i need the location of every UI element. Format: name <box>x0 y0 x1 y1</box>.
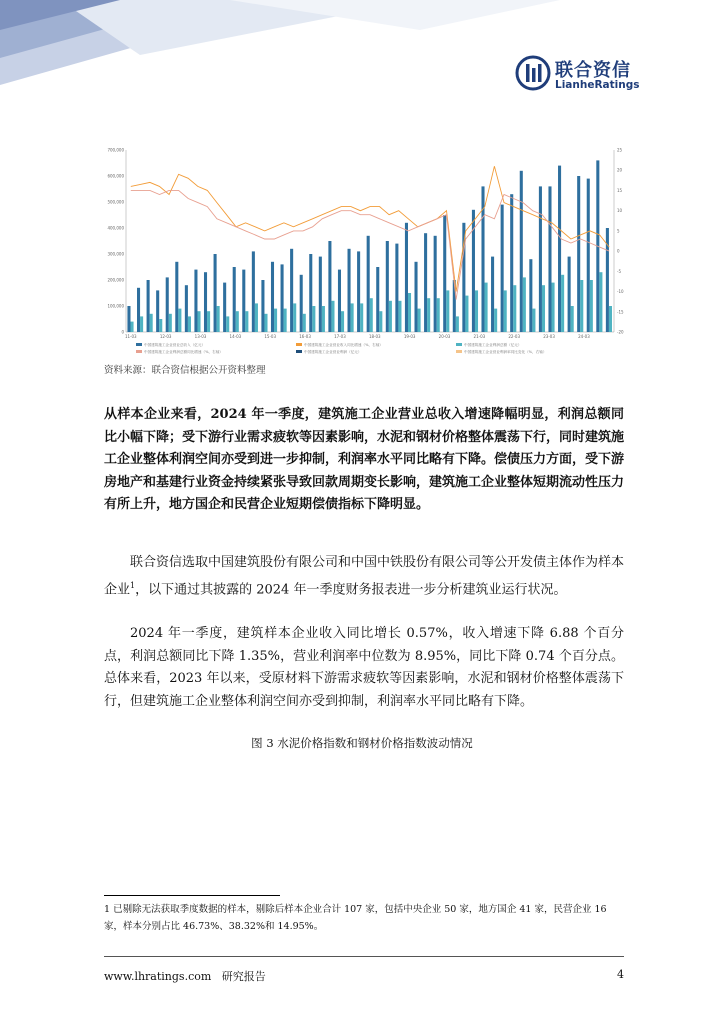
bar-profit <box>523 277 526 332</box>
bar-revenue <box>194 270 197 332</box>
legend-label: 中国建筑施工企业利润总额同比增速（%，右轴） <box>144 350 223 354</box>
x-tick-label: 21-03 <box>473 334 486 339</box>
bar-profit <box>465 296 468 332</box>
bar-profit <box>446 290 449 332</box>
sample-paragraph-rest: ，以下通过其披露的 2024 年一季度财务报表进一步分析建筑业运行状况。 <box>135 581 567 597</box>
x-tick-label: 14-03 <box>229 334 242 339</box>
sample-paragraph <box>104 552 624 601</box>
left-tick-label: 0 <box>121 329 124 335</box>
chart-source-note: 资料来源：联合资信根据公开资料整理 <box>104 365 266 376</box>
bar-profit <box>561 275 564 332</box>
bar-profit <box>130 322 133 332</box>
bar-revenue <box>233 267 236 332</box>
left-tick-label: 600,000 <box>107 173 124 179</box>
bar-revenue <box>290 249 293 332</box>
bar-revenue <box>367 236 370 332</box>
legend-label: 中国建筑施工企业利润总额（亿元） <box>464 343 522 347</box>
x-tick-label: 17-03 <box>334 334 346 339</box>
line-series-revenue-growth <box>131 166 609 291</box>
bar-revenue <box>281 264 284 332</box>
x-tick-label: 24-03 <box>578 334 590 339</box>
bar-revenue <box>137 288 140 332</box>
bar-profit <box>140 316 143 332</box>
bar-profit <box>360 303 363 332</box>
bar-revenue <box>520 171 523 332</box>
bar-revenue <box>462 223 465 332</box>
bar-revenue <box>175 262 178 332</box>
bar-profit <box>264 314 267 332</box>
legend-label: 中国建筑施工企业营业总收入（亿元） <box>144 343 206 347</box>
bar-profit <box>331 301 334 332</box>
right-tick-label: -20 <box>617 329 624 335</box>
bar-profit <box>552 283 555 332</box>
bar-revenue <box>242 270 245 332</box>
bar-profit <box>207 311 210 332</box>
x-tick-label: 12-03 <box>159 334 172 339</box>
bar-revenue <box>204 272 207 332</box>
right-tick-label: 25 <box>617 147 623 153</box>
x-tick-label: 15-03 <box>264 334 277 339</box>
bar-revenue <box>539 186 542 332</box>
bar-profit <box>485 283 488 332</box>
footer-report-type: 研究报告 <box>221 970 266 983</box>
sample-paragraph-main: 联合资信选取中国建筑股份有限公司和中国中铁股份有限公司等公开发债主体作为样本企业 <box>104 555 625 597</box>
legend-label: 中国建筑施工企业营业利润率同比变化（%，右轴） <box>464 350 547 354</box>
bar-revenue <box>252 251 255 332</box>
bar-revenue <box>414 262 417 332</box>
bar-profit <box>150 314 153 332</box>
bar-profit <box>236 311 239 332</box>
left-tick-label: 700,000 <box>107 147 124 153</box>
bar-profit <box>494 309 497 332</box>
x-tick-label: 18-03 <box>368 334 381 339</box>
bar-profit <box>293 303 296 332</box>
legend-swatch <box>456 350 462 353</box>
bar-profit <box>226 316 229 332</box>
legend-swatch <box>136 343 142 346</box>
bar-profit <box>599 272 602 332</box>
left-tick-label: 300,000 <box>107 251 124 257</box>
bar-profit <box>580 280 583 332</box>
bar-revenue <box>166 277 169 332</box>
right-tick-label: 15 <box>617 187 623 193</box>
x-tick-label: 20-03 <box>438 334 451 339</box>
bar-profit <box>255 303 258 332</box>
bar-revenue <box>147 280 150 332</box>
bar-revenue <box>434 236 437 332</box>
bar-profit <box>312 306 315 332</box>
left-tick-label: 200,000 <box>107 277 124 283</box>
bar-revenue <box>548 186 551 332</box>
bar-revenue <box>395 244 398 332</box>
revenue-profit-chart <box>100 140 630 360</box>
bar-profit <box>379 311 382 332</box>
bar-revenue <box>309 254 312 332</box>
summary-paragraph: 从样本企业来看，2024 年一季度，建筑施工企业营业总收入增速降幅明显，利润总额同比小幅下降；受下游行业需求疲软等因素影响，水泥和钢材价格整体震荡下行，同时建筑施工企业整体利润空间亦受到进一步抑制，利润率水平同比略有下降。偿债压力方面，受下游房地产和基建行业资金持续紧张导致回款周期变长影响，建筑施工企业整体短期流动性压力有所上升，地方国企和民营企业短期偿债指标下降明显。 <box>104 407 625 512</box>
bar-profit <box>542 285 545 332</box>
right-tick-label: 5 <box>617 228 620 234</box>
bar-profit <box>341 311 344 332</box>
bar-profit <box>178 309 181 332</box>
brand-logo <box>515 55 645 95</box>
footer-left <box>104 968 266 984</box>
bar-profit <box>427 298 430 332</box>
footnote-divider <box>104 895 280 896</box>
bar-revenue <box>271 262 274 332</box>
x-tick-label: 23-03 <box>543 334 555 339</box>
bar-profit <box>504 290 507 332</box>
legend-label: 中国建筑施工企业营业利润（亿元） <box>304 350 362 354</box>
bar-profit <box>274 309 277 332</box>
bar-revenue <box>319 257 322 332</box>
bar-profit <box>437 298 440 332</box>
footer-website-link[interactable]: www.lhratings.com <box>104 970 212 983</box>
bar-revenue <box>529 259 532 332</box>
right-tick-label: -10 <box>617 289 624 295</box>
bar-revenue <box>261 280 264 332</box>
bar-revenue <box>510 194 513 332</box>
bar-profit <box>217 306 220 332</box>
x-tick-label: 16-03 <box>299 334 311 339</box>
bar-revenue <box>185 285 188 332</box>
legend-swatch <box>456 343 462 346</box>
logo-chinese-name: 联合资信 <box>555 60 631 81</box>
bar-profit <box>197 311 200 332</box>
bar-profit <box>456 316 459 332</box>
bar-profit <box>513 285 516 332</box>
right-tick-label: 10 <box>617 208 623 214</box>
right-tick-label: 0 <box>617 248 620 254</box>
bar-revenue <box>501 205 504 332</box>
left-tick-label: 500,000 <box>107 199 124 205</box>
page-number: 4 <box>617 968 624 981</box>
bar-revenue <box>376 267 379 332</box>
bar-revenue <box>328 241 331 332</box>
figure-caption: 图 3 水泥价格指数和钢材价格指数波动情况 <box>251 736 473 750</box>
bar-profit <box>188 316 191 332</box>
bar-profit <box>398 301 401 332</box>
legend-swatch <box>296 343 302 346</box>
bar-revenue <box>223 283 226 332</box>
bar-profit <box>571 306 574 332</box>
bar-revenue <box>357 251 360 332</box>
right-tick-label: -15 <box>617 309 624 315</box>
right-tick-label: 20 <box>617 167 623 173</box>
bar-revenue <box>127 306 130 332</box>
bar-revenue <box>386 241 389 332</box>
x-tick-label: 13-03 <box>194 334 207 339</box>
bar-profit <box>169 314 172 332</box>
x-tick-label: 11-03 <box>124 334 137 339</box>
footnote: 1 已剔除无法获取季度数据的样本，剔除后样本企业合计 107 家，包括中央企业 50 家，地方国企 41 家，民营企业 16 家，样本分别占比 46.73%、38.32%和 14.95%。 <box>104 904 607 932</box>
left-tick-label: 400,000 <box>107 225 124 231</box>
bar-profit <box>159 319 162 332</box>
legend-swatch <box>136 350 142 353</box>
bar-revenue <box>558 166 561 332</box>
bar-revenue <box>491 257 494 332</box>
bar-profit <box>590 280 593 332</box>
x-tick-label: 22-03 <box>508 334 521 339</box>
bar-profit <box>475 290 478 332</box>
bar-profit <box>408 293 411 332</box>
bar-profit <box>532 309 535 332</box>
footer-divider <box>104 956 624 957</box>
legend-label: 中国建筑施工企业营业收入同比增速（%，右轴） <box>304 343 383 347</box>
bar-revenue <box>587 179 590 332</box>
legend-swatch <box>296 350 302 353</box>
bar-revenue <box>156 290 159 332</box>
left-tick-label: 100,000 <box>107 303 124 309</box>
bar-revenue <box>424 233 427 332</box>
bar-profit <box>303 314 306 332</box>
lianhe-logo-icon <box>515 55 551 91</box>
bar-profit <box>418 309 421 332</box>
bar-profit <box>370 298 373 332</box>
bar-revenue <box>577 176 580 332</box>
bar-revenue <box>338 270 341 332</box>
bar-profit <box>389 301 392 332</box>
bar-profit <box>351 303 354 332</box>
logo-english-name: LianheRatings <box>555 79 640 91</box>
results-paragraph: 2024 年一季度，建筑样本企业收入同比增长 0.57%，收入增速下降 6.88 个百分点，利润总额同比下降 1.35%，营业利润率中位数为 8.95%，同比下降 0.74 个百分点。总体来看，2023 年以来，受原材料下游需求疲软等因素影响，水泥和钢材价格整体震荡下行，但建筑施工企业整体利润空间亦受到抑制，利润率水平同比略有下降。 <box>104 626 624 709</box>
bar-profit <box>322 306 325 332</box>
bar-revenue <box>348 249 351 332</box>
bar-profit <box>609 306 612 332</box>
bar-revenue <box>443 215 446 332</box>
bar-revenue <box>405 223 408 332</box>
x-tick-label: 19-03 <box>403 334 416 339</box>
bar-revenue <box>214 254 217 332</box>
bar-revenue <box>300 275 303 332</box>
footnote-ref[interactable]: 1 <box>130 580 136 590</box>
bar-revenue <box>568 257 571 332</box>
bar-profit <box>245 311 248 332</box>
bar-profit <box>284 309 287 332</box>
right-tick-label: -5 <box>617 268 621 274</box>
